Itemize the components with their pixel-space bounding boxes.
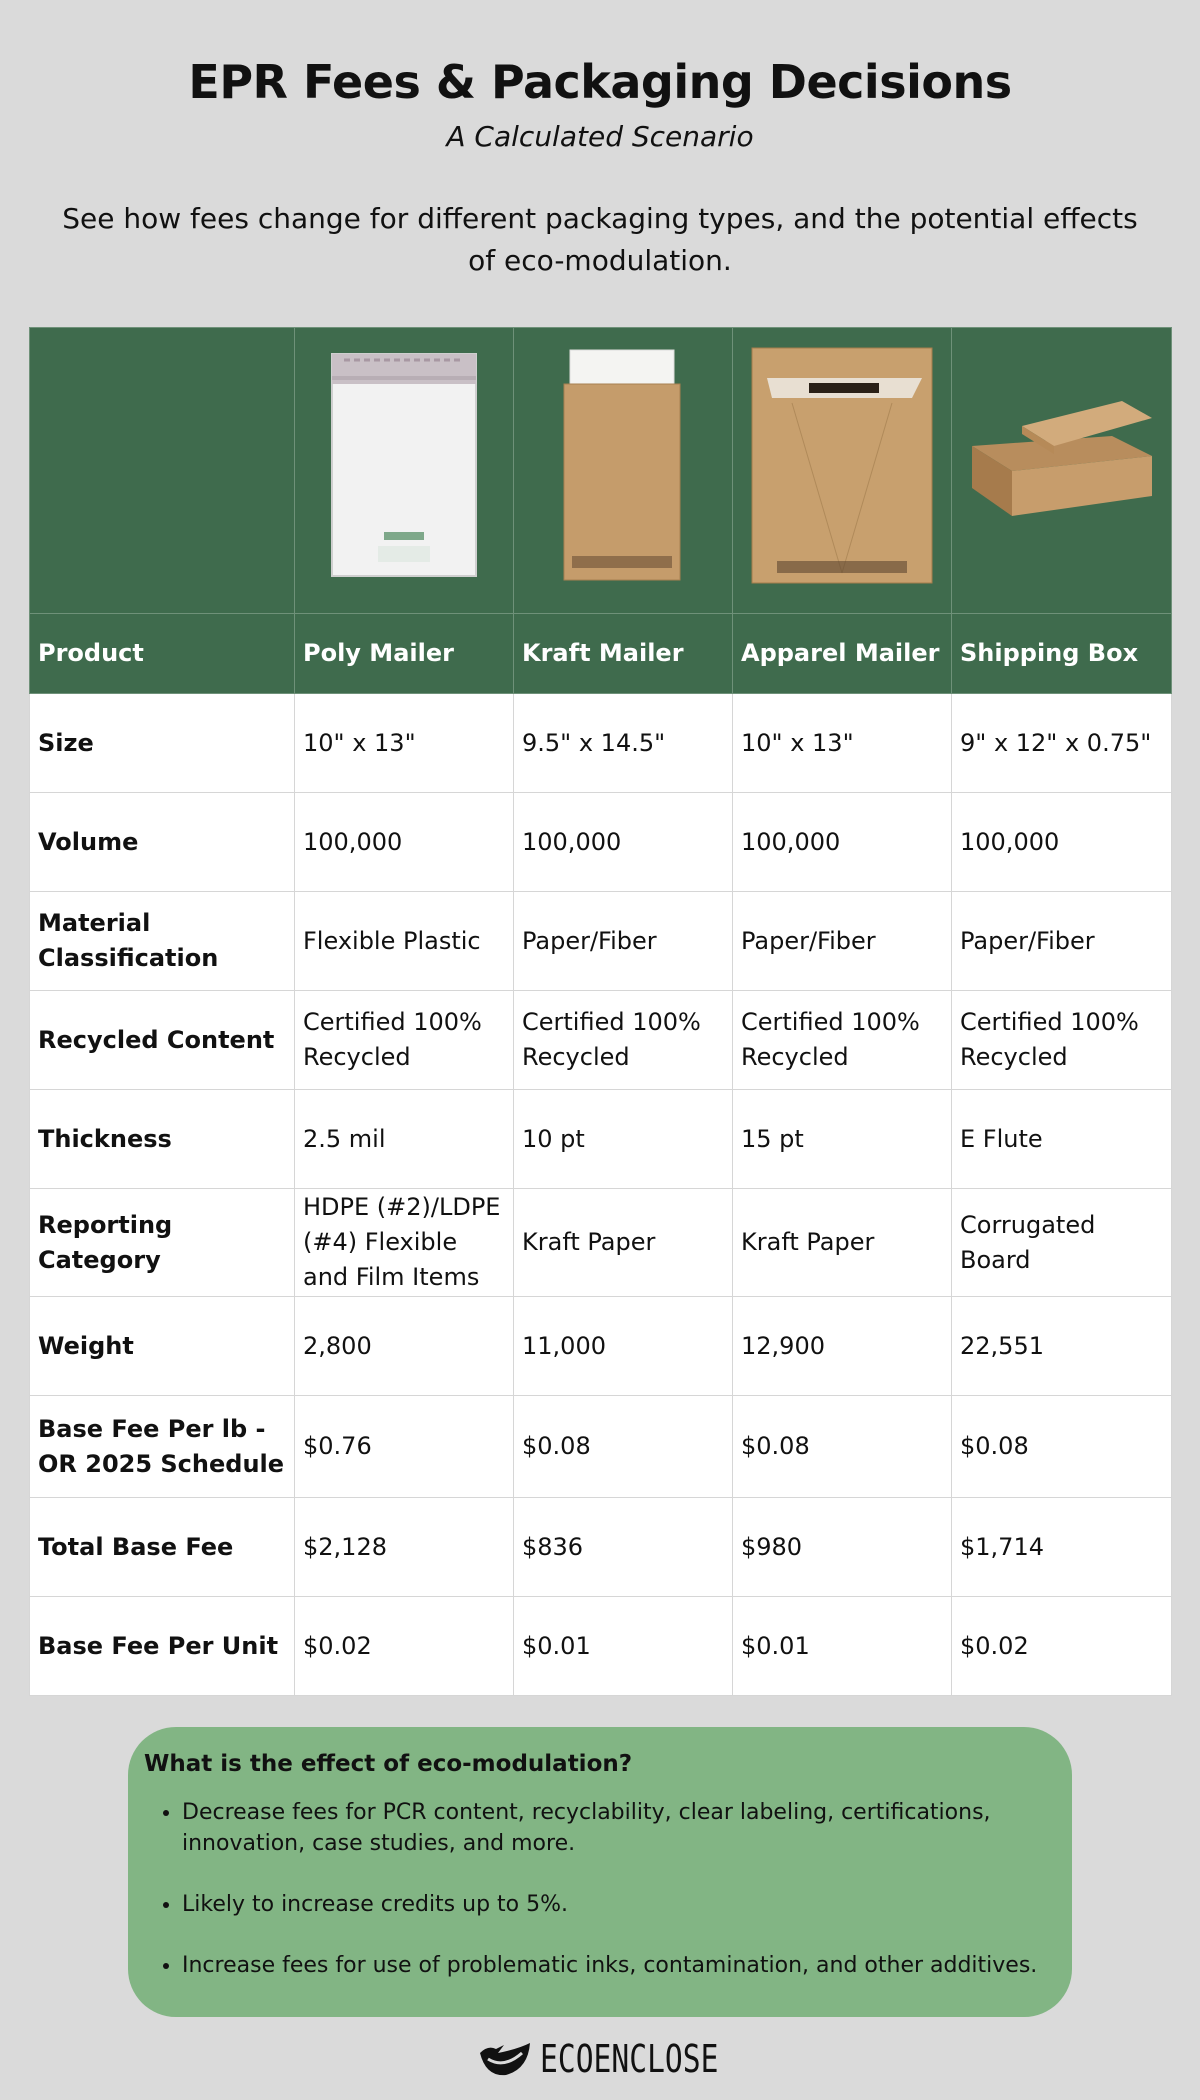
poly-mailer-image-cell — [295, 328, 514, 614]
bird-logo-icon — [478, 2039, 532, 2079]
shipping-box-image — [962, 396, 1162, 536]
table-cell: $2,128 — [295, 1498, 514, 1597]
table-cell: $0.02 — [295, 1597, 514, 1696]
table-cell: $0.76 — [295, 1396, 514, 1498]
intro-text: See how fees change for different packaging types, and the potential effects of eco-modulation. — [62, 202, 1138, 277]
table-row — [30, 694, 1172, 793]
table-cell: 2.5 mil — [295, 1090, 514, 1189]
list-item: • Likely to increase credits up to 5%. — [182, 1889, 1056, 1920]
table-row — [30, 793, 1172, 892]
table-cell: Certified 100% Recycled — [295, 991, 514, 1090]
product-image-row — [30, 328, 1172, 614]
column-header: Apparel Mailer — [733, 614, 952, 694]
page-title: EPR Fees & Packaging Decisions — [188, 55, 1012, 109]
table-cell: 9" x 12" x 0.75" — [952, 694, 1172, 793]
table-cell: $836 — [514, 1498, 733, 1597]
table-cell: 100,000 — [952, 793, 1172, 892]
fee-comparison-table — [29, 327, 1172, 1696]
table-row — [30, 1189, 1172, 1297]
table-row — [30, 1297, 1172, 1396]
row-label: Base Fee Per Unit — [30, 1597, 295, 1696]
table-cell: Certified 100% Recycled — [514, 991, 733, 1090]
row-label: Volume — [30, 793, 295, 892]
logo-text: ECOENCLOSE — [540, 2037, 719, 2081]
table-cell: $0.08 — [952, 1396, 1172, 1498]
callout-bullet-list — [144, 1797, 1056, 1981]
list-item: • Increase fees for use of problematic inks, contamination, and other additives. — [182, 1950, 1056, 1981]
eco-modulation-callout — [128, 1727, 1072, 2017]
table-cell: 100,000 — [733, 793, 952, 892]
table-cell: Certified 100% Recycled — [952, 991, 1172, 1090]
row-label: Base Fee Per lb - OR 2025 Schedule — [30, 1396, 295, 1498]
column-header: Product — [30, 614, 295, 694]
table-cell: 12,900 — [733, 1297, 952, 1396]
table-cell: $0.08 — [514, 1396, 733, 1498]
column-header: Poly Mailer — [295, 614, 514, 694]
table-row — [30, 1396, 1172, 1498]
column-header: Kraft Mailer — [514, 614, 733, 694]
table-cell: Kraft Paper — [733, 1189, 952, 1297]
table-cell: $0.02 — [952, 1597, 1172, 1696]
row-label: Thickness — [30, 1090, 295, 1189]
table-row — [30, 1597, 1172, 1696]
page-subtitle: A Calculated Scenario — [446, 120, 754, 153]
poly-mailer-image — [324, 346, 484, 586]
table-cell: 9.5" x 14.5" — [514, 694, 733, 793]
table-cell: 100,000 — [295, 793, 514, 892]
table-cell: $1,714 — [952, 1498, 1172, 1597]
table-cell: 22,551 — [952, 1297, 1172, 1396]
empty-image-cell — [30, 328, 295, 614]
table-cell: Certified 100% Recycled — [733, 991, 952, 1090]
table-cell: $0.08 — [733, 1396, 952, 1498]
row-label: Total Base Fee — [30, 1498, 295, 1597]
table-row — [30, 991, 1172, 1090]
shipping-box-image-cell — [952, 328, 1172, 614]
table-cell: 10" x 13" — [295, 694, 514, 793]
table-cell: HDPE (#2)/LDPE (#4) Flexible and Film Items — [295, 1189, 514, 1297]
table-cell: 10" x 13" — [733, 694, 952, 793]
table-cell: E Flute — [952, 1090, 1172, 1189]
list-item: • Decrease fees for PCR content, recyclability, clear labeling, certifications, innovation, case studies, and more. — [182, 1797, 1056, 1859]
table-cell: 100,000 — [514, 793, 733, 892]
kraft-mailer-image-cell — [514, 328, 733, 614]
table-row — [30, 1498, 1172, 1597]
row-label: Recycled Content — [30, 991, 295, 1090]
callout-title: What is the effect of eco-modulation? — [144, 1751, 633, 1777]
table-cell: Corrugated Board — [952, 1189, 1172, 1297]
table-cell: 10 pt — [514, 1090, 733, 1189]
table-cell: 2,800 — [295, 1297, 514, 1396]
table-cell: Kraft Paper — [514, 1189, 733, 1297]
table-row — [30, 892, 1172, 991]
table-cell: Paper/Fiber — [514, 892, 733, 991]
table-row — [30, 1090, 1172, 1189]
table-cell: 11,000 — [514, 1297, 733, 1396]
table-cell: Paper/Fiber — [952, 892, 1172, 991]
table-cell: Paper/Fiber — [733, 892, 952, 991]
table-header-row — [30, 614, 1172, 694]
row-label: Size — [30, 694, 295, 793]
table-cell: 15 pt — [733, 1090, 952, 1189]
table-cell: Flexible Plastic — [295, 892, 514, 991]
kraft-mailer-image — [558, 346, 688, 586]
column-header: Shipping Box — [952, 614, 1172, 694]
table-cell: $980 — [733, 1498, 952, 1597]
row-label: Material Classification — [30, 892, 295, 991]
apparel-mailer-image-cell — [733, 328, 952, 614]
table-cell: $0.01 — [733, 1597, 952, 1696]
row-label: Reporting Category — [30, 1189, 295, 1297]
apparel-mailer-image — [747, 343, 937, 588]
table-cell: $0.01 — [514, 1597, 733, 1696]
row-label: Weight — [30, 1297, 295, 1396]
ecoenclose-logo — [478, 2036, 769, 2082]
